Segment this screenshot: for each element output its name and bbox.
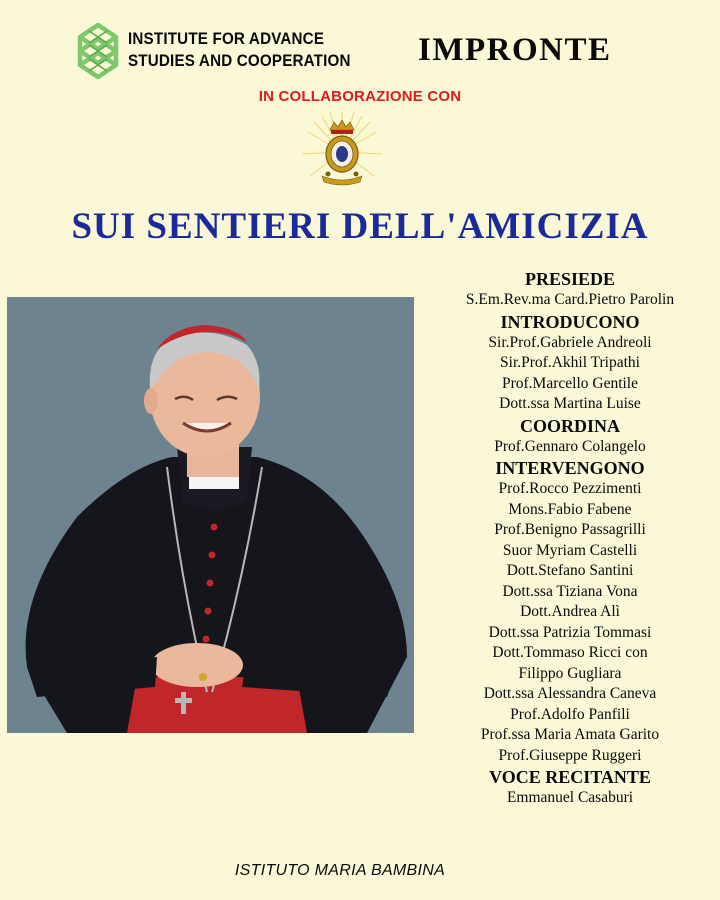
- person-name: Prof.Gennaro Colangelo: [494, 437, 646, 455]
- person-name: Emmanuel Casaburi: [506, 789, 634, 806]
- person-name: Prof.Rocco Pezzimenti: [498, 480, 642, 497]
- role-heading: VOCE RECITANTE: [489, 767, 651, 787]
- person-name: Sir.Prof.Akhil Tripathi: [500, 354, 640, 371]
- crest-emblem: [300, 110, 384, 192]
- role-intervengono: [420, 457, 720, 766]
- cardinal-photo: [7, 297, 414, 733]
- person-name: Prof.Adolfo Panfili: [510, 705, 630, 723]
- role-heading: PRESIEDE: [524, 269, 616, 289]
- person-name: Dott.ssa Tiziana Vona: [502, 582, 638, 600]
- person-name: Prof.Marcello Gentile: [501, 374, 638, 392]
- person-name: Filippo Gugliara: [518, 664, 622, 682]
- person-name: Dott.ssa Patrizia Tommasi: [488, 623, 652, 641]
- institute-name: [128, 28, 351, 72]
- person-name: Prof.ssa Maria Amata Garito: [480, 726, 660, 743]
- person-name: Dott.Andrea Alì: [520, 603, 620, 620]
- person-name: Dott.ssa Martina Luise: [499, 395, 641, 412]
- role-introducono: [420, 311, 720, 415]
- program-list: [420, 268, 720, 809]
- person-name: Dott.Tommaso Ricci con: [492, 644, 648, 661]
- person-name: S.Em.Rev.ma Card.Pietro Parolin: [465, 291, 675, 308]
- role-heading: INTRODUCONO: [500, 311, 640, 332]
- person-name: Dott.ssa Alessandra Caneva: [483, 685, 657, 702]
- role-voce-recitante: [420, 766, 720, 809]
- person-name: Prof.Giuseppe Ruggeri: [498, 746, 642, 764]
- venue-name: ISTITUTO MARIA BAMBINA: [234, 862, 446, 879]
- institute-logo: [72, 22, 124, 80]
- person-name: Dott.Stefano Santini: [506, 562, 634, 579]
- role-presiede: [420, 268, 720, 311]
- role-coordina: [420, 415, 720, 458]
- person-name: Suor Myriam Castelli: [502, 541, 638, 559]
- person-name: Prof.Benigno Passagrilli: [494, 521, 646, 538]
- collaboration-label: IN COLLABORAZIONE CON: [258, 88, 462, 105]
- person-name: Sir.Prof.Gabriele Andreoli: [488, 333, 652, 351]
- event-title: SUI SENTIERI DELL'AMICIZIA: [71, 206, 649, 247]
- role-heading: COORDINA: [519, 415, 620, 436]
- impronte-brand: IMPRONTE: [418, 32, 612, 68]
- person-name: Mons.Fabio Fabene: [508, 500, 632, 518]
- role-heading: INTERVENGONO: [495, 458, 645, 478]
- institute-name-line1: INSTITUTE FOR ADVANCE: [128, 30, 325, 48]
- institute-name-line2: STUDIES AND COOPERATION: [128, 52, 351, 70]
